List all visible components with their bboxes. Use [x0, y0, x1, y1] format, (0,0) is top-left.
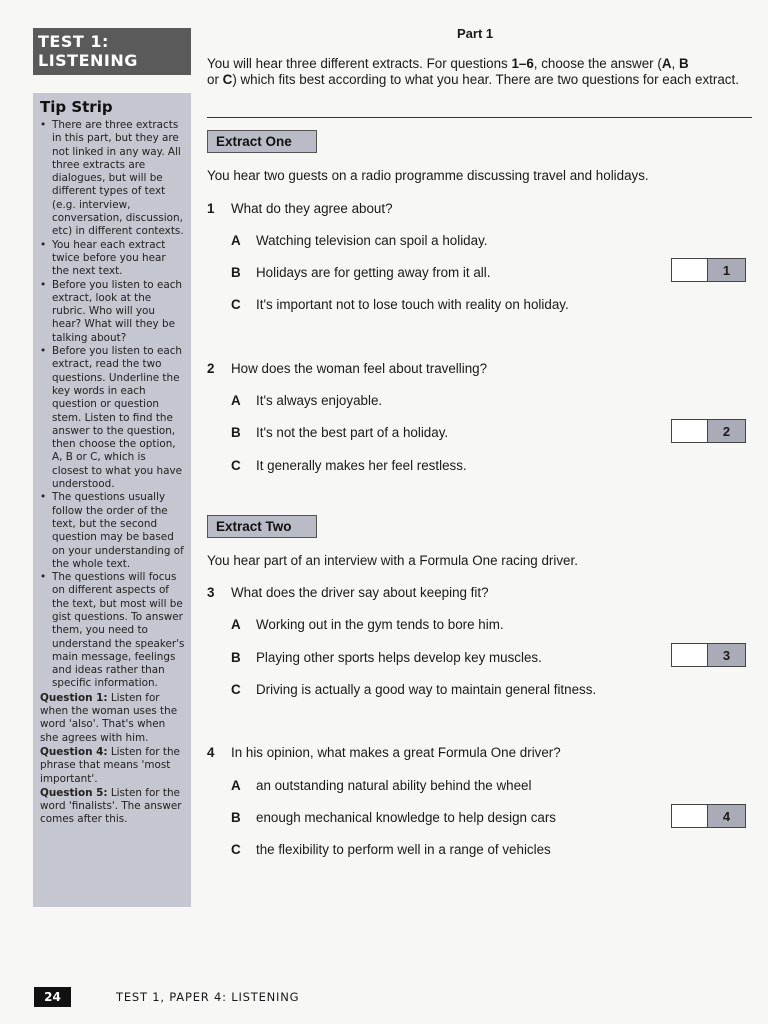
option-letter: C [231, 682, 241, 697]
tip-item: • The questions will focus on different aspects of the text, but most will be gist questions. To answer them, you need to understand the speaker's main message, feelings and ideas rather than specific information. [40, 571, 185, 691]
question-number: 4 [207, 745, 215, 760]
question-note [40, 746, 185, 786]
answer-blank[interactable] [672, 420, 707, 442]
question-note [40, 692, 185, 745]
option-text: Playing other sports helps develop key muscles. [256, 650, 542, 665]
option-text: It generally makes her feel restless. [256, 458, 467, 473]
option-text: It's always enjoyable. [256, 393, 383, 408]
answer-box-4[interactable] [671, 804, 746, 828]
answer-box-3[interactable] [671, 643, 746, 667]
footer-section: TEST 1, PAPER 4: LISTENING [116, 990, 300, 1004]
option-text: the flexibility to perform well in a range of vehicles [256, 842, 551, 857]
question-note-label: Question 1: [40, 691, 108, 704]
option-text: an outstanding natural ability behind the wheel [256, 778, 532, 793]
option-letter: B [231, 810, 241, 825]
rubric-text: , choose the answer ( [533, 56, 662, 71]
extract-two-context: You hear part of an interview with a Formula One racing driver. [207, 553, 578, 568]
answer-blank[interactable] [672, 259, 707, 281]
tip-item: • There are three extracts in this part, but they are not linked in any way. All three extracts are dialogues, but will be different types of text (e.g. interview, conversation, discussion, etc) in different contexts. [40, 119, 185, 239]
tip-item: • Before you listen to each extract, read the two questions. Underline the key words in each question or question stem. Listen to find the answer to the question, then choose the option, A, B or C, which is closest to what you have understood. [40, 345, 185, 491]
question-number: 1 [207, 201, 215, 216]
option-text: Working out in the gym tends to bore him. [256, 617, 504, 632]
rubric-text: ) which fits best according to what you hear. There are two questions for each extract. [232, 72, 739, 87]
extract-two-label: Extract Two [207, 515, 317, 538]
test-header [33, 28, 191, 75]
option-letter: B [231, 265, 241, 280]
test-title-line1: TEST 1: [38, 32, 109, 51]
question-text: What does the driver say about keeping fit? [231, 585, 489, 600]
option-text: It's important not to lose touch with reality on holiday. [256, 297, 569, 312]
tip-item: • Before you listen to each extract, look at the rubric. Who will you hear? What will they be talking about? [40, 279, 185, 345]
rubric-letter: A [661, 56, 672, 71]
rubric-text: , [671, 56, 679, 71]
answer-box-2[interactable] [671, 419, 746, 443]
question-note-text: Listen for when the woman uses the word 'also'. That's when she agrees with him. [40, 691, 178, 744]
extract-one-context: You hear two guests on a radio programme discussing travel and holidays. [207, 168, 649, 183]
tip-list [40, 119, 185, 691]
answer-box-number: 2 [707, 420, 745, 442]
rubric [207, 56, 747, 88]
question-text: What do they agree about? [231, 201, 393, 216]
question-note-label: Question 4: [40, 745, 108, 758]
question-number: 3 [207, 585, 215, 600]
question-text: How does the woman feel about travelling? [231, 361, 488, 376]
option-text: Driving is actually a good way to maintain general fitness. [256, 682, 597, 697]
option-text: Holidays are for getting away from it all. [256, 265, 491, 280]
question-note [40, 787, 185, 827]
option-letter: A [231, 393, 241, 408]
question-note-text: Listen for the phrase that means 'most important'. [40, 745, 180, 785]
answer-blank[interactable] [672, 805, 707, 827]
option-letter: B [231, 425, 241, 440]
question-text: In his opinion, what makes a great Formula One driver? [231, 745, 561, 760]
answer-box-number: 3 [707, 644, 745, 666]
option-text: Watching television can spoil a holiday. [256, 233, 488, 248]
question-number: 2 [207, 361, 215, 376]
extract-one-label: Extract One [207, 130, 317, 153]
part-title: Part 1 [457, 26, 494, 41]
tip-item: • The questions usually follow the order of the text, but the second question may be based on your understanding of the whole text. [40, 491, 185, 571]
page-number: 24 [34, 987, 71, 1007]
divider [207, 117, 752, 118]
question-note-label: Question 5: [40, 786, 108, 799]
answer-blank[interactable] [672, 644, 707, 666]
rubric-letter: C [222, 72, 233, 87]
tip-strip [33, 93, 191, 907]
tip-strip-title: Tip Strip [40, 98, 113, 116]
option-letter: C [231, 842, 241, 857]
answer-box-number: 4 [707, 805, 745, 827]
test-title-line2: LISTENING [38, 51, 138, 70]
option-letter: C [231, 297, 241, 312]
option-text: It's not the best part of a holiday. [256, 425, 449, 440]
rubric-range: 1–6 [511, 56, 534, 71]
option-letter: B [231, 650, 241, 665]
question-note-text: Listen for the word 'finalists'. The answer comes after this. [40, 786, 182, 826]
option-letter: A [231, 778, 241, 793]
option-letter: C [231, 458, 241, 473]
option-letter: A [231, 617, 241, 632]
tip-item: • You hear each extract twice before you hear the next text. [40, 239, 185, 279]
rubric-text: You will hear three different extracts. For questions [207, 56, 512, 71]
answer-box-number: 1 [707, 259, 745, 281]
answer-box-1[interactable] [671, 258, 746, 282]
option-letter: A [231, 233, 241, 248]
option-text: enough mechanical knowledge to help design cars [256, 810, 557, 825]
rubric-letter: B [678, 56, 689, 71]
rubric-text: or [207, 72, 223, 87]
